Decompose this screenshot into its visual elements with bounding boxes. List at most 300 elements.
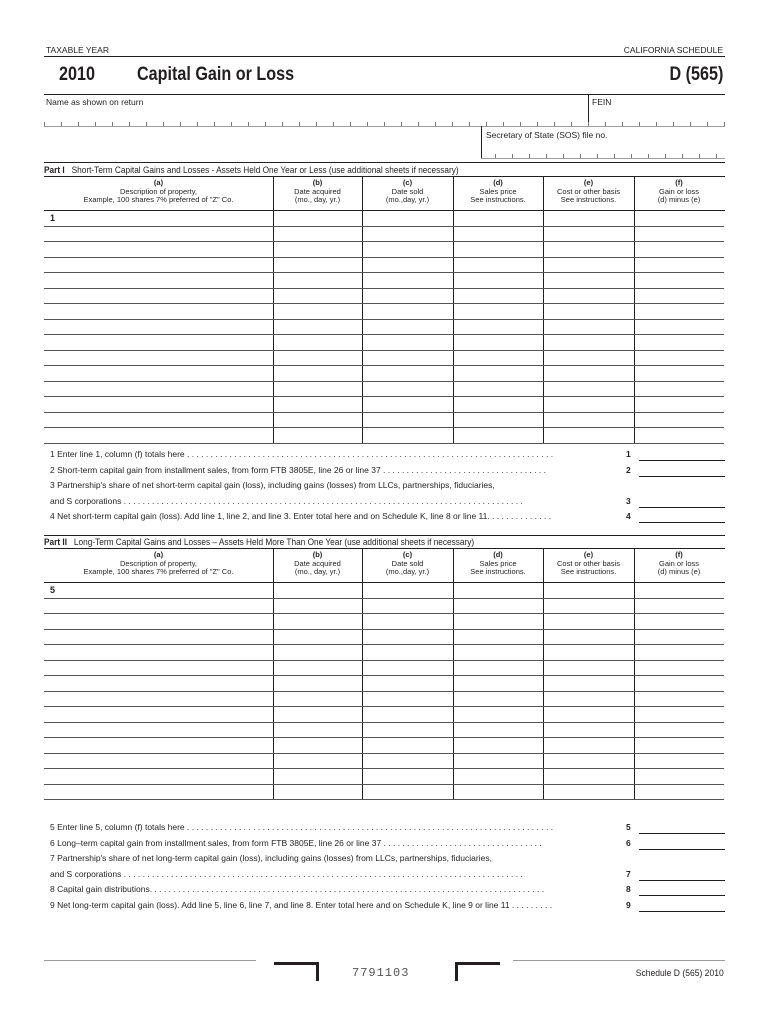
table-cell[interactable]	[634, 661, 724, 676]
column-header-line2: (mo.,day, yr.)	[385, 195, 430, 204]
part1-column-header	[543, 179, 634, 205]
comb-tick	[682, 154, 683, 158]
table-cell[interactable]	[44, 351, 273, 366]
table-cell[interactable]	[44, 707, 273, 722]
table-cell[interactable]	[273, 258, 362, 273]
column-header-letter: (d)	[493, 178, 503, 187]
table-cell[interactable]	[44, 676, 273, 691]
table-cell[interactable]	[634, 614, 724, 629]
table-cell[interactable]	[362, 599, 453, 614]
table-cell[interactable]	[44, 366, 273, 381]
summary-line-number: 5	[626, 822, 631, 832]
table-cell[interactable]	[634, 227, 724, 242]
table-cell[interactable]	[453, 738, 543, 753]
column-header-line1: Description of property,	[120, 186, 197, 196]
table-cell[interactable]	[273, 428, 362, 443]
table-cell[interactable]	[44, 242, 273, 257]
part2-label: Part II	[44, 537, 68, 547]
part2-top-rule	[44, 535, 725, 536]
summary-line-number: 1	[626, 449, 631, 459]
table-cell[interactable]	[362, 304, 453, 319]
summary-line-number: 2	[626, 464, 631, 475]
table-cell[interactable]	[44, 335, 273, 350]
table-cell[interactable]	[362, 413, 453, 428]
table-cell[interactable]	[543, 227, 634, 242]
comb-tick	[546, 154, 547, 158]
summary-line-text: and S corporations . . . . . . . . . . . . . . . . . . . . . . . . . . . . . . . . . . . . . . . . . . . . . . . . . . . . . . . . . . . . . . . . . . . . . . . . . . . . . . . . . . . . .	[50, 495, 523, 506]
column-header-line2: See instructions.	[560, 195, 617, 204]
footer-left-rule	[44, 960, 256, 961]
table-cell[interactable]	[634, 382, 724, 397]
summary-line-text: and S corporations . . . . . . . . . . . . . . . . . . . . . . . . . . . . . . . . . . . . . . . . . . . . . . . . . . . . . . . . . . . . . . . . . . . . . . . . . . . . . . . . . . . . .	[50, 868, 523, 879]
comb-tick	[214, 122, 215, 126]
table-cell[interactable]	[453, 614, 543, 629]
table-cell[interactable]	[44, 723, 273, 738]
table-cell[interactable]	[44, 661, 273, 676]
comb-tick	[520, 122, 521, 126]
table-cell[interactable]	[453, 428, 543, 443]
column-header-line1: Gain or loss	[658, 186, 700, 196]
table-cell[interactable]	[453, 382, 543, 397]
table-cell[interactable]	[453, 242, 543, 257]
comb-tick	[299, 122, 300, 126]
comb-tick	[588, 122, 589, 126]
comb-tick	[563, 154, 564, 158]
comb-tick	[435, 122, 436, 126]
tax-year: 2010	[59, 64, 95, 85]
table-cell[interactable]	[273, 692, 362, 707]
table-cell[interactable]	[543, 630, 634, 645]
table-cell[interactable]	[543, 676, 634, 691]
summary-line-number: 3	[626, 495, 631, 506]
comb-tick	[44, 122, 45, 126]
name-comb-rule	[44, 126, 725, 127]
table-cell[interactable]	[44, 397, 273, 412]
table-cell[interactable]	[543, 661, 634, 676]
table-cell[interactable]	[634, 676, 724, 691]
column-header-line1: Sales price	[479, 186, 517, 196]
column-header-line2: (mo., day, yr.)	[294, 195, 341, 204]
table-cell[interactable]	[273, 645, 362, 660]
table-cell[interactable]	[634, 351, 724, 366]
table-cell[interactable]	[273, 707, 362, 722]
summary-answer-field[interactable]	[639, 833, 725, 834]
column-header-line1: Date sold	[391, 558, 424, 568]
column-header-line2: (d) minus (e)	[657, 567, 701, 576]
table-cell[interactable]	[453, 366, 543, 381]
table-cell[interactable]	[543, 707, 634, 722]
table-cell[interactable]	[453, 211, 543, 226]
table-cell[interactable]	[273, 335, 362, 350]
part2-heading	[44, 537, 474, 547]
summary-line-number: 7	[626, 868, 631, 879]
table-cell[interactable]	[273, 320, 362, 335]
table-cell[interactable]	[273, 304, 362, 319]
comb-tick	[707, 122, 708, 126]
table-cell[interactable]	[44, 738, 273, 753]
table-cell[interactable]	[634, 273, 724, 288]
table-cell[interactable]	[543, 211, 634, 226]
column-header-line1: Date sold	[391, 186, 424, 196]
comb-tick	[95, 122, 96, 126]
comb-tick	[554, 122, 555, 126]
table-cell[interactable]	[543, 382, 634, 397]
table-cell[interactable]	[362, 645, 453, 660]
table-cell[interactable]	[44, 289, 273, 304]
fein-field[interactable]	[592, 108, 724, 126]
table-cell[interactable]	[44, 785, 273, 800]
comb-tick	[486, 122, 487, 126]
table-cell[interactable]	[362, 242, 453, 257]
comb-tick	[384, 122, 385, 126]
comb-tick	[418, 122, 419, 126]
table-cell[interactable]	[634, 335, 724, 350]
table-cell[interactable]	[44, 614, 273, 629]
table-cell[interactable]	[273, 676, 362, 691]
table-cell[interactable]	[44, 754, 273, 769]
table-cell[interactable]	[362, 351, 453, 366]
table-cell[interactable]	[362, 211, 453, 226]
table-cell[interactable]	[362, 227, 453, 242]
table-cell[interactable]	[634, 258, 724, 273]
table-cell[interactable]	[362, 676, 453, 691]
sos-field[interactable]	[486, 140, 724, 158]
table-cell[interactable]	[543, 413, 634, 428]
table-cell[interactable]	[273, 599, 362, 614]
table-cell[interactable]	[634, 785, 724, 800]
table-cell[interactable]	[362, 723, 453, 738]
table-cell[interactable]	[453, 335, 543, 350]
column-header-line1: Gain or loss	[658, 558, 700, 568]
table-cell[interactable]	[634, 723, 724, 738]
table-cell[interactable]	[634, 242, 724, 257]
table-cell[interactable]	[362, 630, 453, 645]
summary-answer-field[interactable]	[639, 476, 725, 477]
table-cell[interactable]	[453, 661, 543, 676]
table-cell[interactable]	[453, 304, 543, 319]
part1-column-header	[634, 179, 724, 205]
form-title: Capital Gain or Loss	[137, 64, 295, 85]
table-cell[interactable]	[362, 614, 453, 629]
table-cell[interactable]	[273, 273, 362, 288]
table-cell[interactable]	[44, 769, 273, 784]
name-label: Name as shown on return	[46, 97, 144, 107]
table-cell[interactable]	[543, 335, 634, 350]
fein-label: FEIN	[592, 97, 612, 107]
table-cell[interactable]	[453, 258, 543, 273]
table-cell[interactable]	[273, 351, 362, 366]
column-header-letter: (e)	[583, 550, 594, 559]
comb-tick	[333, 122, 334, 126]
comb-tick	[724, 122, 725, 126]
summary-answer-field[interactable]	[639, 522, 725, 523]
part2-col-top-rule	[44, 548, 725, 549]
table-cell[interactable]	[543, 289, 634, 304]
sos-comb-rule	[481, 158, 725, 159]
table-cell[interactable]	[543, 304, 634, 319]
summary-answer-field[interactable]	[639, 460, 725, 461]
comb-tick	[248, 122, 249, 126]
table-cell[interactable]	[543, 258, 634, 273]
table-cell[interactable]	[543, 320, 634, 335]
column-header-line2: Example, 100 shares 7% preferred of "Z" Co.	[83, 567, 234, 576]
comb-tick	[716, 154, 717, 158]
table-cell[interactable]	[543, 583, 634, 598]
part1-title: Short-Term Capital Gains and Losses - Assets Held One Year or Less (use additional sheets if necessary)	[71, 165, 459, 175]
table-cell[interactable]	[634, 289, 724, 304]
table-cell[interactable]	[634, 366, 724, 381]
summary-answer-field[interactable]	[639, 849, 725, 850]
comb-tick	[350, 122, 351, 126]
summary-line-text: 9 Net long-term capital gain (loss). Add line 5, line 6, line 7, and line 8. Enter total here and on Schedule K, line 9 or line 11 . . . . . . . . .	[50, 899, 553, 910]
comb-tick	[529, 154, 530, 158]
table-cell[interactable]	[362, 382, 453, 397]
table-cell[interactable]	[453, 320, 543, 335]
table-cell[interactable]	[273, 227, 362, 242]
summary-line-text: 1 Enter line 1, column (f) totals here . . . . . . . . . . . . . . . . . . . . . . . . . . . . . . . . . . . . . . . . . . . . . . . . . . . . . . . . . . . . . . . . . . . . . . . . . . . . . .	[50, 449, 554, 459]
table-cell[interactable]	[543, 366, 634, 381]
table-cell[interactable]	[44, 645, 273, 660]
table-cell[interactable]	[44, 428, 273, 443]
table-cell[interactable]	[362, 661, 453, 676]
summary-line-text: 6 Long–term capital gain from installment sales, from form FTB 3805E, line 26 or line 37 . . . . . . . . . . . . . . . . . . . . . . . . . . . . . . . . . .	[50, 837, 542, 848]
table-cell[interactable]	[634, 599, 724, 614]
table-cell[interactable]	[44, 599, 273, 614]
table-cell[interactable]	[44, 258, 273, 273]
table-cell[interactable]	[362, 692, 453, 707]
table-cell[interactable]	[453, 289, 543, 304]
comb-tick	[690, 122, 691, 126]
table-cell[interactable]	[273, 769, 362, 784]
table-cell[interactable]	[543, 599, 634, 614]
table-cell[interactable]	[453, 227, 543, 242]
table-cell[interactable]	[543, 754, 634, 769]
part1-column-header	[362, 179, 453, 205]
table-cell[interactable]	[362, 428, 453, 443]
table-cell[interactable]	[362, 769, 453, 784]
table-cell[interactable]	[453, 351, 543, 366]
column-header-letter: (c)	[402, 178, 413, 187]
part1-label: Part I	[44, 165, 65, 175]
part2-column-header	[543, 551, 634, 577]
table-cell[interactable]	[634, 583, 724, 598]
name-row-rule	[44, 94, 725, 95]
table-cell[interactable]	[634, 738, 724, 753]
table-cell[interactable]	[273, 738, 362, 753]
comb-tick	[656, 122, 657, 126]
table-cell[interactable]	[273, 289, 362, 304]
comb-tick	[622, 122, 623, 126]
table-cell[interactable]	[362, 320, 453, 335]
column-header-line2: (d) minus (e)	[657, 195, 701, 204]
table-cell[interactable]	[634, 692, 724, 707]
summary-answer-field[interactable]	[639, 507, 725, 508]
table-cell[interactable]	[273, 723, 362, 738]
table-cell[interactable]	[362, 785, 453, 800]
table-cell[interactable]	[634, 754, 724, 769]
sos-divider	[481, 126, 482, 158]
table-cell[interactable]	[453, 273, 543, 288]
comb-tick	[163, 122, 164, 126]
comb-tick	[648, 154, 649, 158]
table-cell[interactable]	[273, 583, 362, 598]
comb-tick	[665, 154, 666, 158]
summary-line-number: 6	[626, 837, 631, 848]
table-cell[interactable]	[453, 723, 543, 738]
table-cell[interactable]	[44, 273, 273, 288]
comb-tick	[537, 122, 538, 126]
summary-answer-field[interactable]	[639, 895, 725, 896]
table-cell[interactable]	[273, 661, 362, 676]
table-cell[interactable]	[273, 630, 362, 645]
table-cell[interactable]	[543, 785, 634, 800]
table-cell[interactable]	[273, 382, 362, 397]
table-cell[interactable]	[634, 769, 724, 784]
part1-heading	[44, 165, 459, 175]
column-header-line1: Cost or other basis	[557, 186, 620, 196]
table-cell[interactable]	[634, 397, 724, 412]
form-code: 7791103	[352, 966, 410, 980]
table-cell[interactable]	[453, 630, 543, 645]
table-cell[interactable]	[453, 645, 543, 660]
table-cell[interactable]	[453, 707, 543, 722]
table-cell[interactable]	[634, 630, 724, 645]
table-cell[interactable]	[362, 273, 453, 288]
comb-tick	[197, 122, 198, 126]
table-cell[interactable]	[453, 583, 543, 598]
column-header-line1: Cost or other basis	[557, 558, 620, 568]
comb-tick	[503, 122, 504, 126]
comb-tick	[78, 122, 79, 126]
summary-line-text: 4 Net short-term capital gain (loss). Add line 1, line 2, and line 3. Enter total here and on Schedule K, line 8 or line 11. . . . . . . . . . . . . .	[50, 511, 552, 521]
summary-answer-field[interactable]	[639, 880, 725, 881]
table-cell[interactable]	[543, 738, 634, 753]
table-cell[interactable]	[273, 242, 362, 257]
table-cell[interactable]	[634, 413, 724, 428]
table-cell[interactable]	[44, 630, 273, 645]
column-header-letter: (b)	[312, 178, 323, 187]
summary-line-number: 4	[626, 511, 631, 521]
footer-form-label: Schedule D (565) 2010	[636, 968, 724, 979]
table-cell[interactable]	[634, 320, 724, 335]
table-cell[interactable]	[44, 692, 273, 707]
sos-label: Secretary of State (SOS) file no.	[486, 130, 608, 140]
table-cell[interactable]	[362, 707, 453, 722]
table-cell[interactable]	[453, 785, 543, 800]
column-header-letter: (b)	[312, 550, 323, 559]
table-cell[interactable]	[634, 211, 724, 226]
table-cell[interactable]	[634, 304, 724, 319]
table-cell[interactable]	[543, 692, 634, 707]
table-cell[interactable]	[362, 289, 453, 304]
table-cell[interactable]	[44, 320, 273, 335]
table-cell[interactable]	[44, 304, 273, 319]
table-cell[interactable]	[273, 754, 362, 769]
table-cell[interactable]	[273, 211, 362, 226]
column-header-line2: See instructions.	[470, 195, 526, 204]
part1-row-label: 1	[50, 213, 56, 223]
table-cell[interactable]	[362, 583, 453, 598]
header-top-rule	[44, 56, 725, 57]
table-cell[interactable]	[543, 769, 634, 784]
table-cell[interactable]	[543, 428, 634, 443]
taxable-year-label: TAXABLE YEAR	[46, 45, 109, 55]
table-row-rule	[44, 799, 724, 800]
table-cell[interactable]	[453, 754, 543, 769]
table-cell[interactable]	[362, 397, 453, 412]
table-cell[interactable]	[453, 769, 543, 784]
column-header-line2: Example, 100 shares 7% preferred of "Z" Co.	[83, 195, 234, 204]
table-cell[interactable]	[543, 614, 634, 629]
footer-right-rule	[513, 960, 725, 961]
table-cell[interactable]	[44, 583, 273, 598]
registration-mark-left	[274, 962, 319, 981]
comb-tick	[639, 122, 640, 126]
table-cell[interactable]	[44, 382, 273, 397]
table-cell[interactable]	[453, 599, 543, 614]
column-header-line1: Date acquired	[294, 186, 341, 196]
table-cell[interactable]	[543, 645, 634, 660]
table-cell[interactable]	[362, 258, 453, 273]
column-header-letter: (f)	[675, 550, 683, 559]
comb-tick	[282, 122, 283, 126]
table-cell[interactable]	[634, 645, 724, 660]
table-cell[interactable]	[273, 785, 362, 800]
comb-tick	[597, 154, 598, 158]
summary-line-text: 3 Partnership's share of net short-term capital gain (loss), including gains (losses) from LLCs, partnerships, fiduciaries,	[50, 480, 495, 490]
summary-line-text: 2 Short-term capital gain from installment sales, from form FTB 3805E, line 26 or line 37 . . . . . . . . . . . . . . . . . . . . . . . . . . . . . . . . . . .	[50, 464, 547, 475]
summary-line-text: 7 Partnership's share of net long-term capital gain (loss), including gains (losses) from LLCs, partnerships, fiduciaries,	[50, 853, 492, 863]
table-cell[interactable]	[273, 397, 362, 412]
table-cell[interactable]	[453, 413, 543, 428]
comb-tick	[580, 154, 581, 158]
table-cell[interactable]	[453, 676, 543, 691]
summary-answer-field[interactable]	[639, 911, 725, 912]
table-cell[interactable]	[44, 211, 273, 226]
table-cell[interactable]	[543, 723, 634, 738]
table-cell[interactable]	[543, 242, 634, 257]
table-cell[interactable]	[453, 692, 543, 707]
table-cell[interactable]	[44, 227, 273, 242]
comb-tick	[146, 122, 147, 126]
part2-column-header	[453, 551, 543, 577]
table-cell[interactable]	[273, 366, 362, 381]
part1-column-header	[273, 179, 362, 205]
table-cell[interactable]	[273, 413, 362, 428]
table-cell[interactable]	[634, 707, 724, 722]
column-header-letter: (d)	[493, 550, 503, 559]
table-cell[interactable]	[44, 413, 273, 428]
comb-tick	[231, 122, 232, 126]
comb-tick	[316, 122, 317, 126]
table-cell[interactable]	[453, 397, 543, 412]
table-cell[interactable]	[362, 366, 453, 381]
table-cell[interactable]	[273, 614, 362, 629]
table-cell[interactable]	[543, 273, 634, 288]
schedule-label: CALIFORNIA SCHEDULE	[623, 45, 723, 55]
table-cell[interactable]	[362, 754, 453, 769]
table-cell[interactable]	[543, 351, 634, 366]
table-cell[interactable]	[362, 738, 453, 753]
table-cell[interactable]	[634, 428, 724, 443]
comb-tick	[614, 154, 615, 158]
column-header-line2: See instructions.	[560, 567, 617, 576]
table-cell[interactable]	[543, 397, 634, 412]
table-cell[interactable]	[362, 335, 453, 350]
part2-column-header	[634, 551, 724, 577]
part2-column-header	[273, 551, 362, 577]
part2-column-header	[44, 551, 273, 577]
